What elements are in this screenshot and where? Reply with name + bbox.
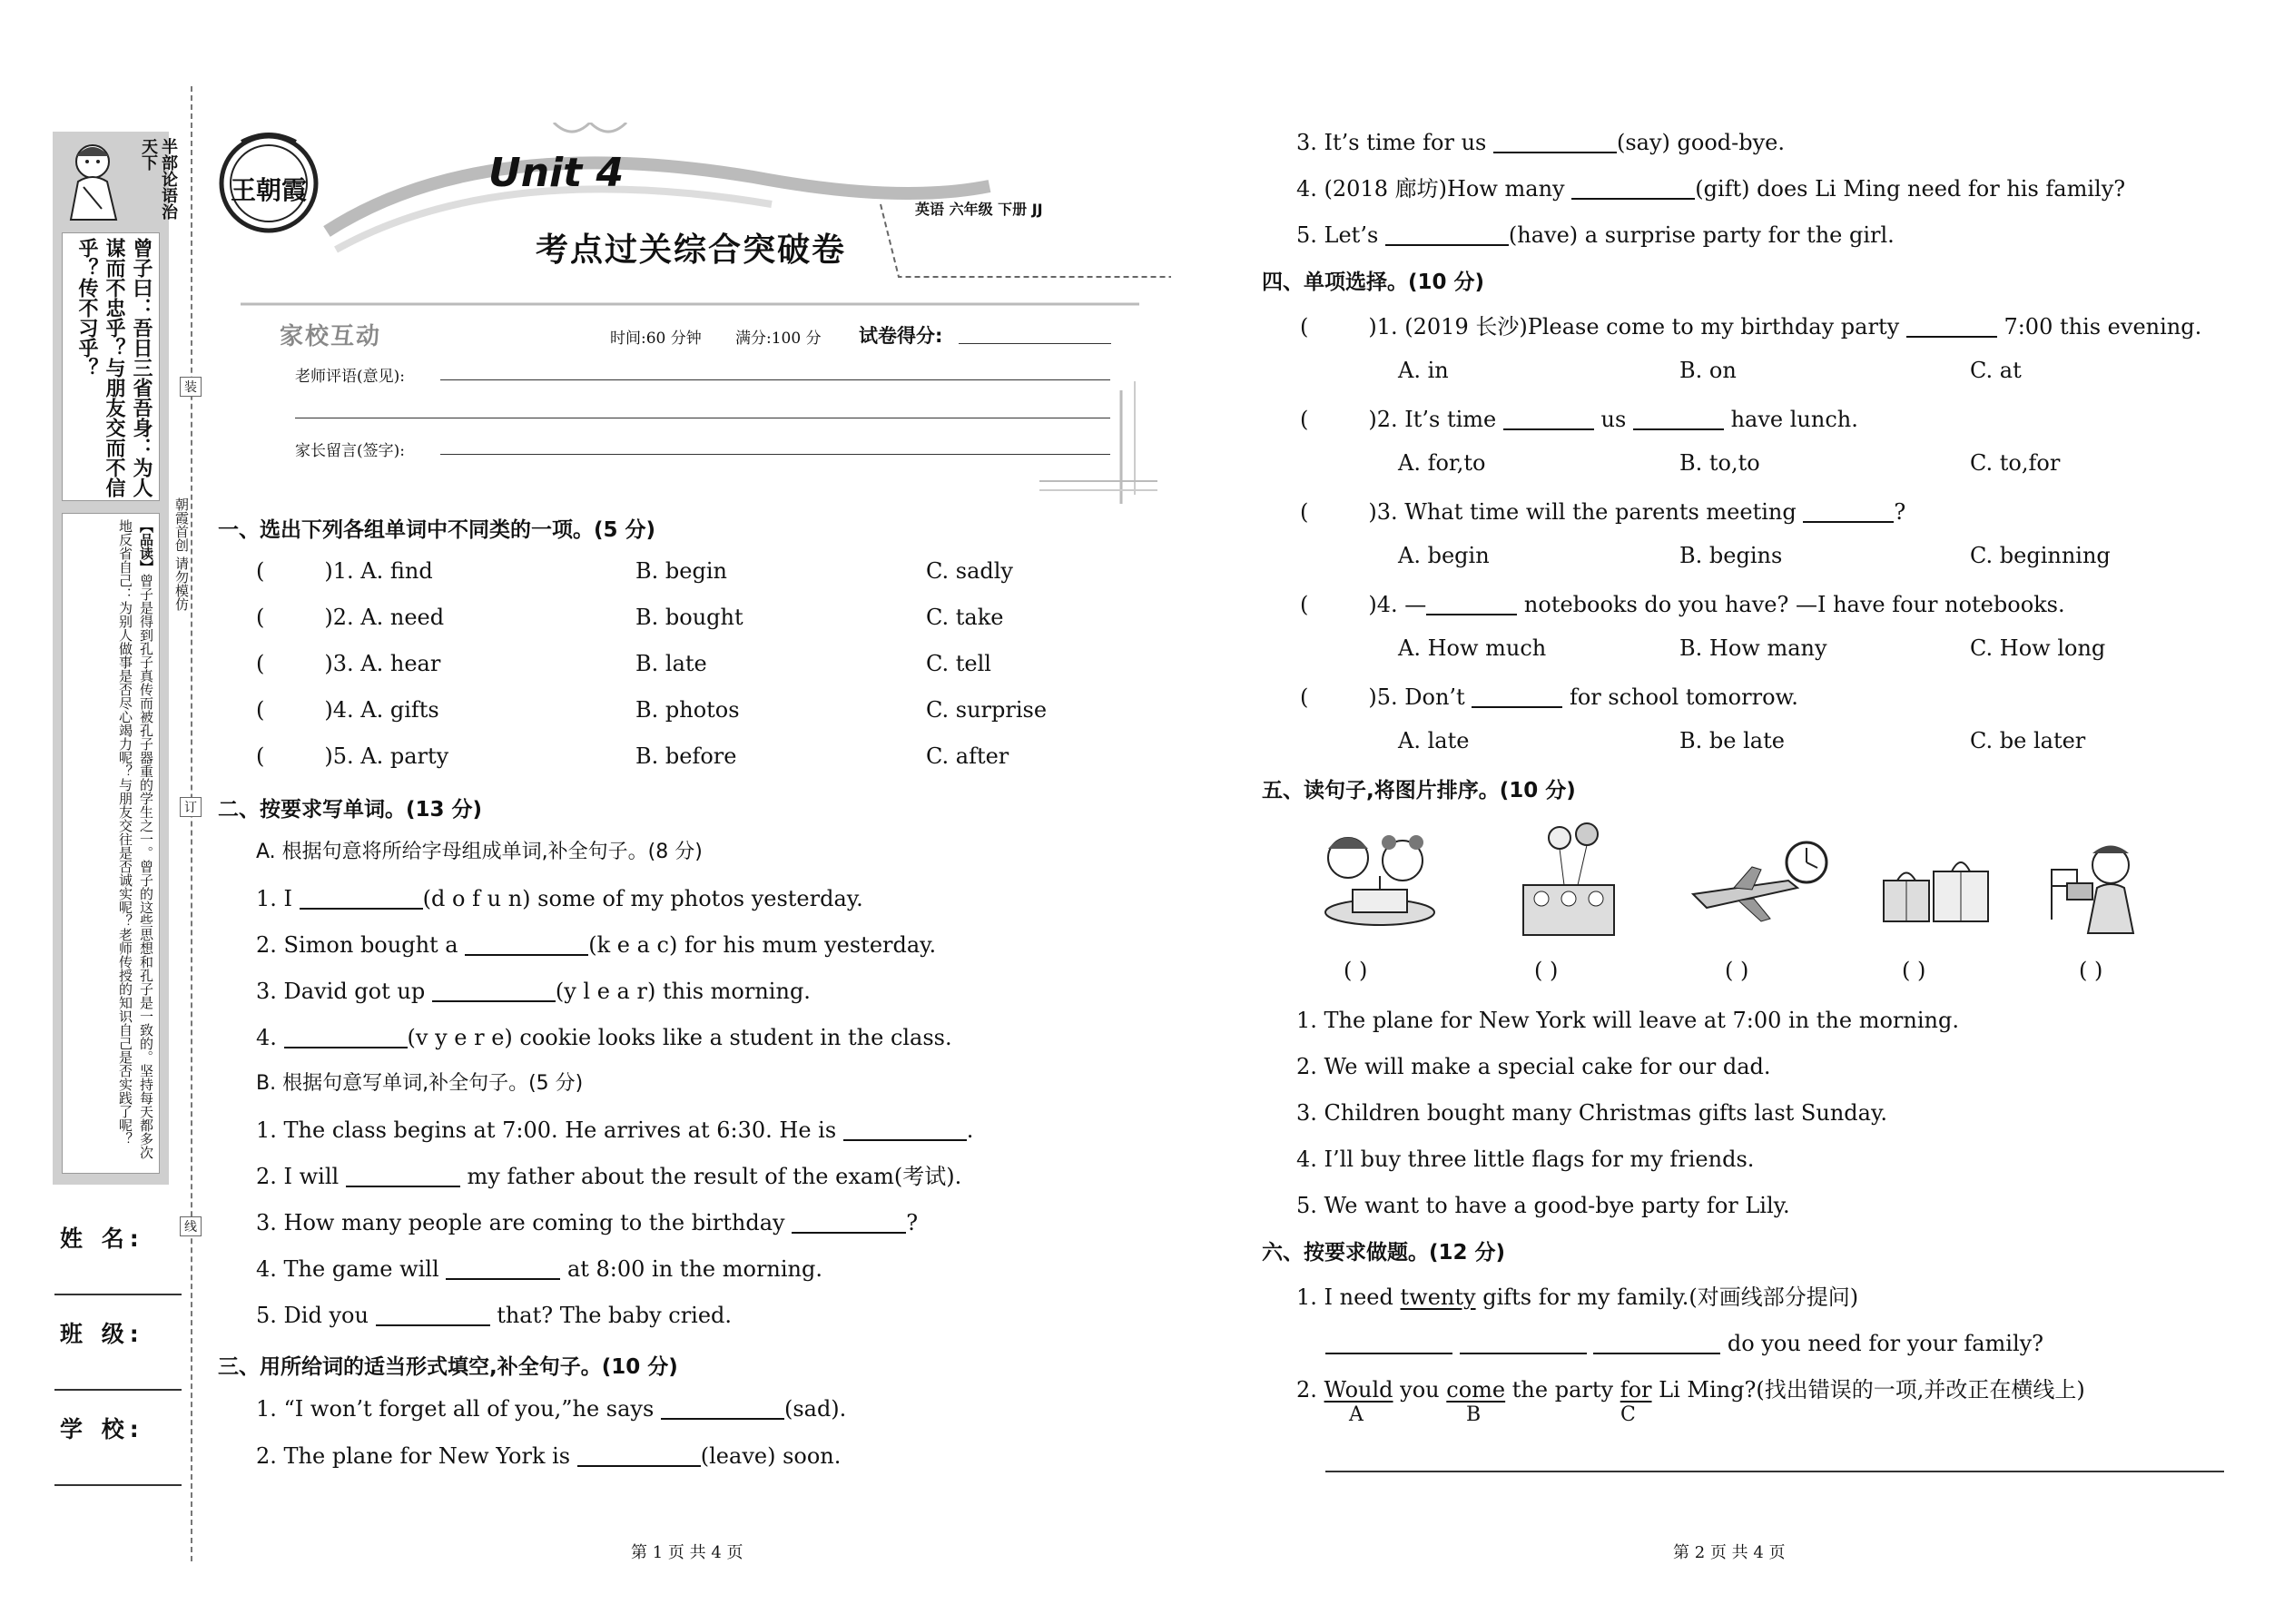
- s6-q2-option-a: Would: [1324, 1377, 1393, 1403]
- s4-q3-stem: )3. What time will the parents meeting: [1368, 499, 1797, 525]
- s3-q4-post: (gift) does Li Ming need for his family?: [1695, 176, 2126, 202]
- section2-title: 二、按要求写单词。(13 分): [218, 798, 483, 822]
- s1-q1-b: B. begin: [635, 558, 727, 584]
- s4-q4-c: C. How long: [1970, 635, 2106, 661]
- s3-q1-post: (sad).: [783, 1396, 847, 1422]
- s2b-q1-pre: 1. The class begins at 7:00. He arrives at 6:30. He is: [256, 1117, 837, 1143]
- result-label: 试卷得分:: [859, 325, 943, 347]
- s6-q2-option-b: come: [1446, 1377, 1506, 1403]
- s2a-q2: [256, 930, 936, 960]
- s3-q3-pre: 3. It’s time for us: [1296, 130, 1487, 155]
- s2a-q3: [256, 976, 811, 1007]
- s2b-q1: [256, 1115, 973, 1146]
- children-cake-picture: [1312, 826, 1448, 935]
- s6-q1-underlined: twenty: [1400, 1284, 1476, 1310]
- s2b-q3: [256, 1207, 918, 1238]
- s3-q2-post: (leave) soon.: [700, 1443, 842, 1469]
- s3-q2-pre: 2. The plane for New York is: [256, 1443, 571, 1469]
- s3-q5: [1296, 220, 1895, 251]
- logo-text: 王朝霞: [231, 175, 308, 205]
- s2b-q3-pre: 3. How many people are coming to the birthday: [256, 1210, 785, 1235]
- teacher-comment-label: 老师评语(意见):: [295, 368, 405, 386]
- picture-answer-3[interactable]: ( ): [1725, 958, 1749, 983]
- s6-q2-text-2: the party: [1511, 1377, 1614, 1403]
- score-label: 满分:100 分: [735, 330, 822, 348]
- sidebar-motto: 半部论语治天下: [139, 138, 178, 220]
- s1-q5-b: B. before: [635, 743, 737, 769]
- s1-q1: ( )1. A. find: [256, 558, 433, 584]
- s6-q2-answer-line[interactable]: [1325, 1471, 2224, 1472]
- s4-q2: ( )2. It’s time us have lunch.: [1300, 407, 1858, 432]
- plane-clock-picture: [1689, 835, 1834, 935]
- s3-q2-blank[interactable]: [577, 1443, 701, 1467]
- s1-q2: ( )2. A. need: [256, 605, 445, 630]
- picture-answer-1[interactable]: ( ): [1344, 958, 1368, 983]
- gift-boxes-picture: [1879, 849, 1997, 930]
- girl-flags-picture: [2047, 833, 2151, 938]
- s2a-q1-blank[interactable]: [300, 886, 423, 910]
- s4-q1-blank[interactable]: [1906, 314, 1997, 338]
- s1-q5-a: )5. A. party: [324, 743, 449, 769]
- picture-answer-2[interactable]: ( ): [1534, 958, 1559, 983]
- s6-q1-answer-tail: do you need for your family?: [1727, 1331, 2044, 1356]
- s4-q2-stem: )2. It’s time: [1368, 407, 1497, 432]
- s3-q3-blank[interactable]: [1493, 130, 1617, 153]
- s4-q4-b: B. How many: [1679, 635, 1827, 661]
- s6-q1-pre: 1. I need: [1296, 1284, 1393, 1310]
- s4-q2-a: A. for,to: [1398, 450, 1486, 476]
- s2a-q2-pre: 2. Simon bought a: [256, 932, 458, 958]
- s4-q4-a: A. How much: [1398, 635, 1547, 661]
- s6-q1-blank-3[interactable]: [1593, 1331, 1720, 1354]
- s3-q3: [1296, 127, 1785, 158]
- time-label: 时间:60 分钟: [610, 330, 702, 348]
- sidebar-quote: 曾子曰：吾日三省吾身：为人谋而不忠乎？与朋友交而不信乎？传不习乎？: [75, 238, 153, 497]
- christmas-gifts-picture: [1514, 822, 1623, 940]
- page2-footer: 第 2 页 共 4 页: [1673, 1543, 1786, 1562]
- picture-answer-4[interactable]: ( ): [1902, 958, 1926, 983]
- s1-q1-a: )1. A. find: [324, 558, 433, 584]
- s4-q5: ( )5. Don’t for school tomorrow.: [1300, 684, 1798, 710]
- s3-q2: [256, 1441, 841, 1471]
- s4-q1-stem: )1. (2019 长沙)Please come to my birthday party: [1368, 314, 1900, 340]
- section5-title: 五、读句子,将图片排序。(10 分): [1262, 779, 1576, 802]
- s4-q2-b: B. to,to: [1679, 450, 1760, 476]
- s6-q2-text-1: you: [1400, 1377, 1440, 1403]
- cut-mark-2: 订: [180, 797, 202, 817]
- s1-q4-c: C. surprise: [926, 697, 1048, 723]
- s3-q5-pre: 5. Let’s: [1296, 222, 1379, 248]
- s4-q1-tail: 7:00 this evening.: [2004, 314, 2202, 340]
- s4-q5-b: B. be late: [1679, 728, 1785, 753]
- s4-q5-stem: )5. Don’t: [1368, 684, 1465, 710]
- reading-text: 曾子是得到孔子真传而被孔子器重的学生之一。曾子的这些思想和孔子是一致的。坚持每天都多次地反省自己：为别人做事是否尽心竭力呢？与朋友交往是否诚实呢？老师传授的知识自己是否实践了呢？: [117, 519, 154, 1159]
- s2b-q3-post: ?: [906, 1210, 919, 1235]
- s1-q4: ( )4. A. gifts: [256, 697, 439, 723]
- s4-q1-c: C. at: [1970, 358, 2022, 383]
- binding-dash-line: [191, 86, 192, 1561]
- s5-sentence-1: 1. The plane for New York will leave at 7:00 in the morning.: [1296, 1008, 1959, 1033]
- s2b-q1-post: .: [966, 1117, 974, 1143]
- s2b-q4: [256, 1254, 822, 1284]
- s2b-q2-blank[interactable]: [346, 1164, 460, 1187]
- s6-q2-letter-b: B: [1466, 1403, 1482, 1426]
- s1-q5-c: C. after: [926, 743, 1009, 769]
- s1-q4-a: )4. A. gifts: [324, 697, 439, 723]
- s2a-q1: [256, 883, 863, 914]
- comm-label: 家校互动: [280, 323, 382, 350]
- name-line[interactable]: [54, 1294, 182, 1295]
- s1-q2-c: C. take: [926, 605, 1004, 630]
- s1-q4-b: B. photos: [635, 697, 740, 723]
- s6-q2-letter-a: A: [1349, 1403, 1364, 1426]
- s2b-q4-blank[interactable]: [446, 1256, 560, 1280]
- s6-q1-blank-2[interactable]: [1460, 1331, 1587, 1354]
- s1-q1-c: C. sadly: [926, 558, 1013, 584]
- section1-title: 一、选出下列各组单词中不同类的一项。(5 分): [218, 518, 656, 542]
- s4-q3-c: C. beginning: [1970, 543, 2111, 568]
- s4-q5-c: C. be later: [1970, 728, 2086, 753]
- s6-q2-letter-c: C: [1620, 1403, 1636, 1426]
- s1-q3-a: )3. A. hear: [324, 651, 441, 676]
- picture-answer-5[interactable]: ( ): [2079, 958, 2103, 983]
- s4-q4-tail: notebooks do you have? —I have four notebooks.: [1523, 592, 2065, 617]
- s2a-q4-post: (v y e r e) cookie looks like a student in the class.: [407, 1025, 952, 1050]
- s6-q1-post: gifts for my family.(对画线部分提问): [1482, 1284, 1859, 1310]
- school-label: 学 校:: [60, 1416, 144, 1442]
- s4-q5-tail: for school tomorrow.: [1569, 684, 1798, 710]
- s6-q1-answer: [1325, 1328, 2043, 1359]
- s2a-q1-pre: 1. I: [256, 886, 293, 911]
- s2a-q2-post: (k e a c) for his mum yesterday.: [588, 932, 937, 958]
- s3-q1-blank[interactable]: [661, 1396, 784, 1420]
- s2b-q5: [256, 1300, 732, 1331]
- s2b-q2-post: my father about the result of the exam(考试).: [467, 1164, 962, 1189]
- s5-sentence-4: 4. I’ll buy three little flags for my friends.: [1296, 1147, 1755, 1172]
- s3-q4-blank[interactable]: [1571, 176, 1695, 200]
- section3-title: 三、用所给词的适当形式填空,补全句子。(10 分): [218, 1355, 678, 1379]
- s4-q3-a: A. begin: [1398, 543, 1490, 568]
- s5-sentence-5: 5. We want to have a good-bye party for Lily.: [1296, 1193, 1790, 1218]
- confucius-illustration: [58, 136, 129, 223]
- s6-q2-text-3: Li Ming?(找出错误的一项,并改正在横线上): [1659, 1377, 2085, 1403]
- name-label: 姓 名:: [60, 1225, 144, 1252]
- exam-title: 考点过关综合突破卷: [536, 231, 847, 269]
- s4-q3-blank[interactable]: [1803, 499, 1894, 523]
- s4-q2-tail: have lunch.: [1730, 407, 1858, 432]
- s3-q1-pre: 1. “I won’t forget all of you,”he says: [256, 1396, 655, 1422]
- s4-q1-b: B. on: [1679, 358, 1737, 383]
- s2a-q4-pre: 4.: [256, 1025, 277, 1050]
- s1-q3-c: C. tell: [926, 651, 991, 676]
- s2b-q4-post: at 8:00 in the morning.: [566, 1256, 822, 1282]
- s4-q3-b: B. begins: [1679, 543, 1783, 568]
- s2b-q2-pre: 2. I will: [256, 1164, 340, 1189]
- s4-q4-stem: )4. —: [1368, 592, 1427, 617]
- section2-partA: A. 根据句意将所给字母组成单词,补全句子。(8 分): [256, 841, 703, 863]
- s4-q5-blank[interactable]: [1472, 684, 1562, 708]
- s6-q2-option-c: for: [1620, 1377, 1652, 1403]
- s2a-q3-pre: 3. David got up: [256, 979, 426, 1004]
- s3-q3-post: (say) good-bye.: [1616, 130, 1786, 155]
- s1-q3-b: B. late: [635, 651, 707, 676]
- series-label: 英语 六年级 下册 JJ: [915, 201, 1043, 218]
- s2a-q1-post: (d o f u n) some of my photos yesterday.: [422, 886, 863, 911]
- s4-q2-mid: us: [1600, 407, 1627, 432]
- s6-q2: [1296, 1374, 2085, 1405]
- s4-q2-blank-1[interactable]: [1503, 407, 1594, 430]
- sidebar-reading: [69, 519, 156, 1166]
- s5-sentence-3: 3. Children bought many Christmas gifts last Sunday.: [1296, 1100, 1887, 1126]
- s1-q2-b: B. bought: [635, 605, 743, 630]
- s2a-q2-blank[interactable]: [465, 932, 588, 956]
- s2b-q2: [256, 1161, 961, 1192]
- s2a-q3-post: (y l e a r) this morning.: [555, 979, 811, 1004]
- s6-q1: [1296, 1282, 1858, 1313]
- s6-q1-blank-1[interactable]: [1325, 1331, 1452, 1354]
- s2a-q3-blank[interactable]: [432, 979, 556, 1002]
- s3-q5-post: (have) a surprise party for the girl.: [1508, 222, 1895, 248]
- school-line[interactable]: [54, 1484, 182, 1486]
- s3-q5-blank[interactable]: [1385, 222, 1509, 246]
- s4-q2-blank-2[interactable]: [1633, 407, 1724, 430]
- s4-q4: ( )4. — notebooks do you have? —I have four notebooks.: [1300, 592, 2065, 617]
- section6-title: 六、按要求做题。(12 分): [1262, 1241, 1506, 1265]
- s2b-q5-pre: 5. Did you: [256, 1303, 369, 1328]
- s4-q5-a: A. late: [1398, 728, 1470, 753]
- s3-q4-pre: 4. (2018 廊坊)How many: [1296, 176, 1565, 202]
- s1-q5: ( )5. A. party: [256, 743, 449, 769]
- s1-q2-a: )2. A. need: [324, 605, 445, 630]
- cut-mark-1: 装: [180, 377, 202, 397]
- s2b-q5-post: that? The baby cried.: [497, 1303, 733, 1328]
- s6-q2-num: 2.: [1296, 1377, 1317, 1403]
- class-line[interactable]: [54, 1389, 182, 1391]
- s4-q3: ( )3. What time will the parents meeting ?: [1300, 499, 1906, 525]
- score-line[interactable]: [959, 343, 1111, 344]
- s4-q2-c: C. to,for: [1970, 450, 2061, 476]
- copyright-note: 朝霞首创 请勿模仿: [173, 497, 190, 611]
- s4-q1-a: A. in: [1398, 358, 1449, 383]
- s2b-q4-pre: 4. The game will: [256, 1256, 439, 1282]
- s2b-q1-blank[interactable]: [843, 1117, 967, 1141]
- s4-q4-blank[interactable]: [1426, 592, 1517, 615]
- s2b-q3-blank[interactable]: [792, 1210, 906, 1234]
- unit-title: Unit 4: [488, 150, 625, 196]
- section2-partB: B. 根据句意写单词,补全句子。(5 分): [256, 1072, 584, 1095]
- s2b-q5-blank[interactable]: [376, 1303, 490, 1326]
- parent-comment-line[interactable]: [440, 454, 1110, 455]
- parent-comment-label: 家长留言(签字):: [295, 442, 405, 460]
- s1-q3: ( )3. A. hear: [256, 651, 441, 676]
- teacher-comment-line-1[interactable]: [440, 379, 1110, 380]
- s2a-q4: [256, 1022, 952, 1053]
- s5-sentence-2: 2. We will make a special cake for our dad.: [1296, 1054, 1771, 1079]
- s4-q1: ( )1. (2019 长沙)Please come to my birthday party 7:00 this evening.: [1300, 314, 2202, 340]
- s3-q1: [256, 1393, 846, 1424]
- section4-title: 四、单项选择。(10 分): [1262, 271, 1485, 294]
- class-label: 班 级:: [60, 1321, 144, 1347]
- s2a-q4-blank[interactable]: [284, 1025, 408, 1048]
- s4-q3-tail: ?: [1894, 499, 1906, 525]
- reading-label: 【品读】: [138, 519, 154, 574]
- cut-mark-3: 线: [180, 1216, 202, 1236]
- page1-footer: 第 1 页 共 4 页: [631, 1543, 743, 1562]
- s3-q4: [1296, 173, 2125, 204]
